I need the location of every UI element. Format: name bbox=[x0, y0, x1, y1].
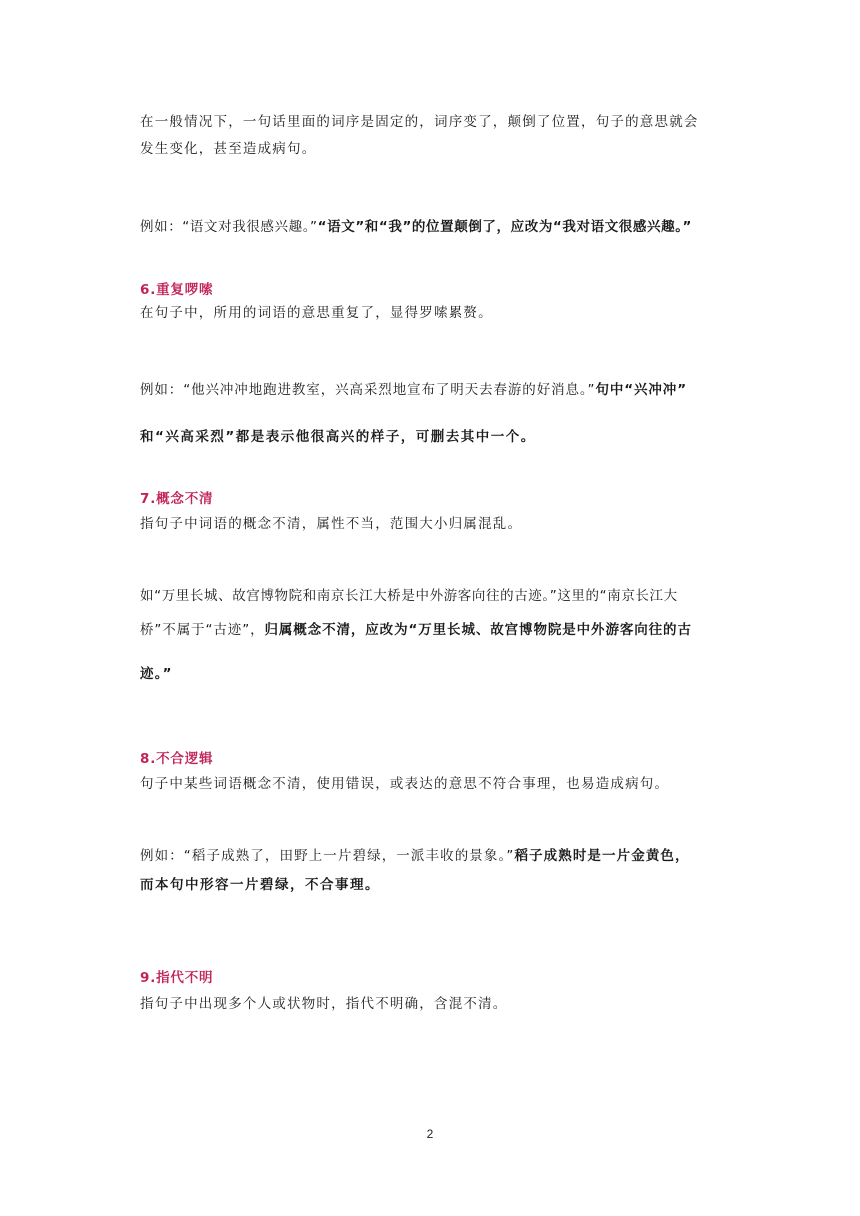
section-9-description: 指句子中出现多个人或状物时，指代不明确，含混不清。 bbox=[140, 996, 508, 1012]
word-order-example bbox=[140, 218, 724, 236]
example-plain-text: 例如：“稻子成熟了，田野上一片碧绿，一派丰收的景象。” bbox=[140, 848, 515, 864]
example-bold-text: “语文”和“我”的位置颠倒了，应改为“我对语文很感兴趣。” bbox=[317, 219, 693, 235]
section-8-example-line-1 bbox=[140, 847, 724, 865]
example-bold-text: 句中“兴冲冲” bbox=[595, 382, 687, 398]
example-bold-text: 稻子成熟时是一片金黄色， bbox=[514, 848, 690, 864]
intro-line-2: 发生变化，甚至造成病句。 bbox=[140, 141, 317, 157]
example-plain-text: 例如：“语文对我很感兴趣。” bbox=[140, 219, 318, 235]
section-heading-6: 6.重复啰嗦 bbox=[140, 282, 214, 298]
example-plain-text: 例如：“他兴冲冲地跑进教室，兴高采烈地宣布了明天去春游的好消息。” bbox=[140, 382, 596, 398]
section-6-example-line-2: 和“兴高采烈”都是表示他很高兴的样子，可删去其中一个。 bbox=[140, 429, 536, 445]
example-plain-text: 桥”不属于“古迹”， bbox=[140, 622, 265, 638]
page-number: 2 bbox=[426, 1127, 434, 1141]
section-6-description: 在句子中，所用的词语的意思重复了，显得罗嗦累赘。 bbox=[140, 305, 493, 321]
section-7-description: 指句子中词语的概念不清，属性不当，范围大小归属混乱。 bbox=[140, 516, 523, 532]
section-6-example-line-1 bbox=[140, 381, 724, 399]
section-7-example-line-3: 迹。” bbox=[140, 666, 173, 682]
section-8-description: 句子中某些词语概念不清，使用错误，或表达的意思不符合事理，也易造成病句。 bbox=[140, 776, 670, 792]
section-8-example-line-2: 而本句中形容一片碧绿，不合事理。 bbox=[140, 877, 380, 893]
section-heading-8: 8.不合逻辑 bbox=[140, 751, 214, 767]
example-bold-text: 归属概念不清，应改为“万里长城、故宫博物院是中外游客向往的古 bbox=[264, 622, 692, 638]
section-7-example-line-1: 如“万里长城、故宫博物院和南京长江大桥是中外游客向往的古迹。”这里的“南京长江大 bbox=[140, 588, 678, 604]
section-heading-7: 7.概念不清 bbox=[140, 491, 214, 507]
intro-line-1: 在一般情况下，一句话里面的词序是固定的，词序变了，颠倒了位置，句子的意思就会 bbox=[140, 114, 699, 130]
section-heading-9: 9.指代不明 bbox=[140, 970, 214, 986]
section-7-example-line-2 bbox=[140, 621, 724, 639]
